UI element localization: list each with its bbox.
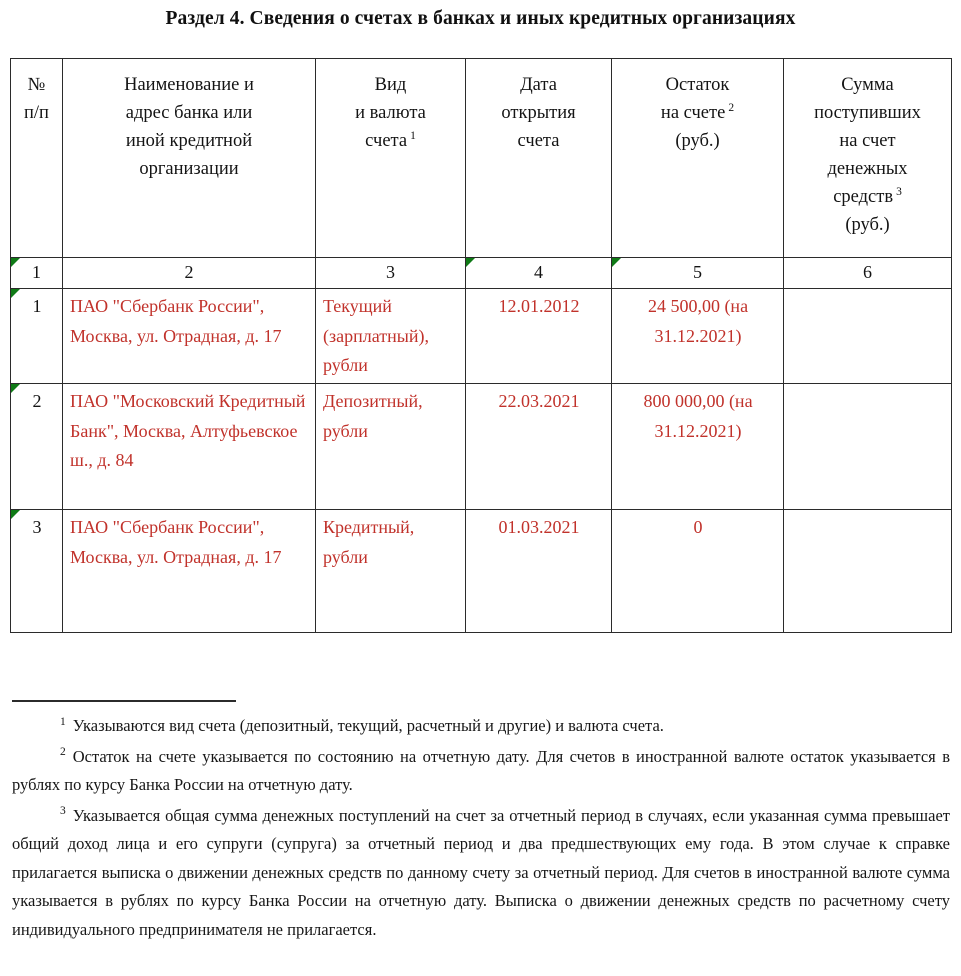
header-cell-bank-name <box>63 59 316 258</box>
table-row <box>11 384 952 510</box>
header-number-text: № п/п <box>24 75 49 123</box>
colnum-cell-1: 1 <box>11 258 63 289</box>
footnote-marker: 3 <box>60 805 66 817</box>
colnum-cell-5: 5 <box>612 258 784 289</box>
footnote-item <box>12 802 950 945</box>
header-cell-open-date <box>466 59 612 258</box>
footnote-marker: 1 <box>60 715 66 728</box>
balance-cell: 0 <box>612 510 784 633</box>
colnum-cell-2: 2 <box>63 258 316 289</box>
header-cell-number <box>11 59 63 258</box>
footnotes-section <box>12 712 950 946</box>
bank-name-cell: ПАО "Сбербанк России", Москва, ул. Отрадная, д. 17 <box>63 289 316 384</box>
open-date-cell: 12.01.2012 <box>466 289 612 384</box>
colnum-cell-6: 6 <box>784 258 952 289</box>
bank-name-cell: ПАО "Сбербанк России", Москва, ул. Отрадная, д. 17 <box>63 510 316 633</box>
bank-name-cell: ПАО "Московский Кредитный Банк", Москва, Алтуфьевское ш., д. 84 <box>63 384 316 510</box>
column-number-row <box>11 258 952 289</box>
accounts-table-container <box>10 58 951 633</box>
colnum-cell-4: 4 <box>466 258 612 289</box>
footnote-ref-3: 3 <box>896 185 902 198</box>
footnote-text: Указывается общая сумма денежных поступлений на счет за отчетный период в случаях, если указанная сумма превышает общий доход лица и его супруги (супруга) за отчетный период и два предшествующих ему года. В этом случае к справке прилагается выписка о движении денежных средств по данному счету за отчетный период. Для счетов в иностранной валюте сумма указывается в рублях по курсу Банка России на отчетную дату. Выписка о движении денежных средств по расчетному счету индивидуального предпринимателя не прилагается. <box>12 805 950 939</box>
balance-cell: 800 000,00 (на 31.12.2021) <box>612 384 784 510</box>
income-cell <box>784 289 952 384</box>
footnote-item <box>12 712 950 741</box>
account-type-cell: Депозитный, рубли <box>316 384 466 510</box>
header-cell-balance <box>612 59 784 258</box>
balance-cell: 24 500,00 (на 31.12.2021) <box>612 289 784 384</box>
open-date-cell: 01.03.2021 <box>466 510 612 633</box>
footnote-item <box>12 743 950 800</box>
row-index-cell: 3 <box>11 510 63 633</box>
header-income-text: Сумма поступивших на счет денежных средств $^3$ (руб.) <box>814 75 921 235</box>
footnote-marker: 2 <box>60 746 66 758</box>
income-cell <box>784 384 952 510</box>
accounts-table <box>10 58 952 633</box>
header-bank-text: Наименование и адрес банка или иной кредитной организации <box>124 75 254 179</box>
footnote-separator <box>12 700 236 702</box>
income-cell <box>784 510 952 633</box>
header-cell-income <box>784 59 952 258</box>
account-type-cell: Текущий (зарплатный), рубли <box>316 289 466 384</box>
open-date-cell: 22.03.2021 <box>466 384 612 510</box>
page-title: Раздел 4. Сведения о счетах в банках и иных кредитных организациях <box>165 8 796 29</box>
footnote-text: Указываются вид счета (депозитный, текущий, расчетный и другие) и валюта счета. <box>72 716 664 735</box>
account-type-cell: Кредитный, рубли <box>316 510 466 633</box>
colnum-cell-3: 3 <box>316 258 466 289</box>
table-header-row <box>11 59 952 258</box>
footnote-ref-2: 2 <box>728 101 735 114</box>
footnote-ref-1: 1 <box>410 129 416 142</box>
header-cell-account-type <box>316 59 466 258</box>
row-index-cell: 2 <box>11 384 63 510</box>
header-open-date-text: Дата открытия счета <box>501 75 576 151</box>
row-index-cell: 1 <box>11 289 63 384</box>
header-account-type-text: Вид и валюта счета $^1$ <box>355 75 426 151</box>
table-row <box>11 289 952 384</box>
header-balance-text: Остаток на счете $^2$ (руб.) <box>660 75 735 151</box>
table-row <box>11 510 952 633</box>
footnote-text: Остаток на счете указывается по состоянию на отчетную дату. Для счетов в иностранной валюте остаток указывается в рублях по курсу Банка России на отчетную дату. <box>12 746 950 794</box>
